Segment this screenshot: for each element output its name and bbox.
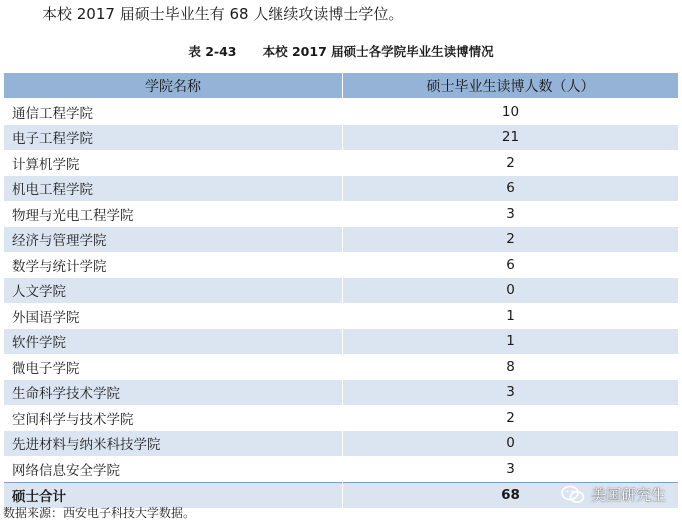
college-name-cell: 电子工程学院 <box>4 125 343 151</box>
table-row <box>4 176 679 202</box>
phd-count-cell: 6 <box>343 176 679 202</box>
college-name-cell: 机电工程学院 <box>4 176 343 202</box>
phd-count-cell: 3 <box>343 456 679 482</box>
table-row <box>4 125 679 151</box>
college-name-cell: 外国语学院 <box>4 303 343 329</box>
college-name-cell: 经济与管理学院 <box>4 227 343 253</box>
caption-number: 表 2-43 <box>188 44 237 59</box>
phd-count-cell: 21 <box>343 125 679 151</box>
table-row <box>4 431 679 457</box>
table-row <box>4 303 679 329</box>
phd-count-cell: 1 <box>343 303 679 329</box>
phd-count-cell: 1 <box>343 329 679 355</box>
table-row <box>4 278 679 304</box>
college-name-cell: 数学与统计学院 <box>4 252 343 278</box>
college-name-cell: 空间科学与技术学院 <box>4 405 343 431</box>
college-name-cell: 先进材料与纳米科技学院 <box>4 431 343 457</box>
phd-count-cell: 10 <box>343 99 679 125</box>
phd-count-cell: 6 <box>343 252 679 278</box>
table-row <box>4 99 679 125</box>
table-header-row <box>4 73 679 99</box>
table-row <box>4 329 679 355</box>
phd-count-cell: 0 <box>343 278 679 304</box>
header-phd-count: 硕士毕业生读博人数（人） <box>343 73 679 99</box>
college-name-cell: 网络信息安全学院 <box>4 456 343 482</box>
total-label-cell: 硕士合计 <box>4 482 343 508</box>
total-count-cell: 68 <box>343 482 679 508</box>
college-name-cell: 软件学院 <box>4 329 343 355</box>
table-row <box>4 150 679 176</box>
college-name-cell: 通信工程学院 <box>4 99 343 125</box>
phd-count-cell: 8 <box>343 354 679 380</box>
phd-count-cell: 3 <box>343 380 679 406</box>
college-name-cell: 人文学院 <box>4 278 343 304</box>
college-name-cell: 计算机学院 <box>4 150 343 176</box>
college-name-cell: 物理与光电工程学院 <box>4 201 343 227</box>
caption-title: 本校 2017 届硕士各学院毕业生读博情况 <box>262 44 494 59</box>
table-row <box>4 252 679 278</box>
wechat-icon <box>561 485 585 505</box>
phd-count-cell: 2 <box>343 227 679 253</box>
table-row <box>4 227 679 253</box>
phd-count-cell: 2 <box>343 150 679 176</box>
phd-count-cell: 2 <box>343 405 679 431</box>
phd-count-cell: 0 <box>343 431 679 457</box>
table-row <box>4 201 679 227</box>
phd-count-cell: 3 <box>343 201 679 227</box>
table-row <box>4 405 679 431</box>
watermark-text: 美国研究生 <box>590 486 666 504</box>
header-college-name: 学院名称 <box>4 73 343 99</box>
table-row <box>4 380 679 406</box>
graduates-phd-table <box>3 72 679 508</box>
intro-text: 本校 2017 届硕士毕业生有 68 人继续攻读博士学位。 <box>42 5 404 23</box>
table-row <box>4 456 679 482</box>
table-row <box>4 354 679 380</box>
data-source-note: 数据来源：西安电子科技大学数据。 <box>3 506 196 520</box>
college-name-cell: 微电子学院 <box>4 354 343 380</box>
college-name-cell: 生命科学技术学院 <box>4 380 343 406</box>
watermark <box>561 484 666 505</box>
table-caption <box>0 43 682 61</box>
